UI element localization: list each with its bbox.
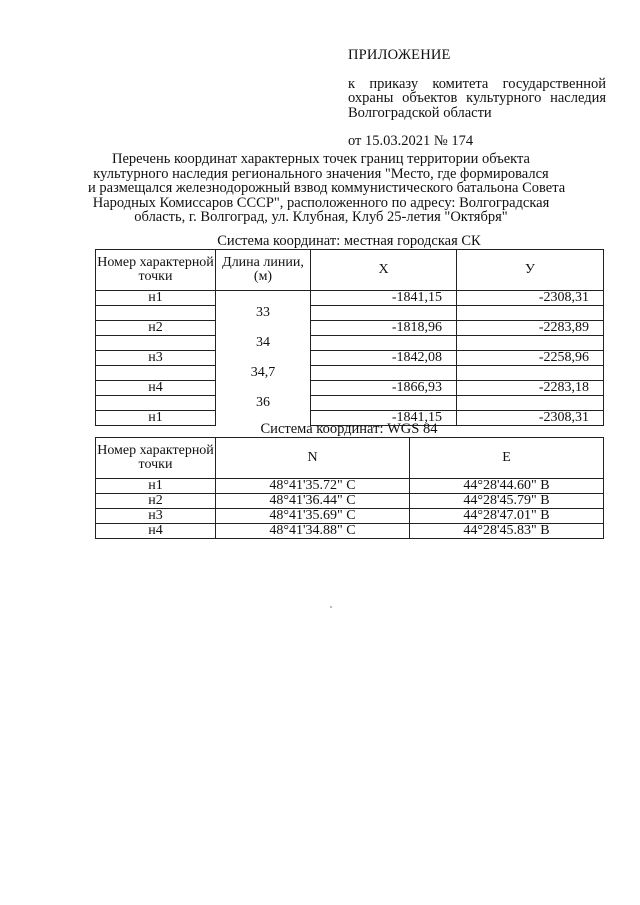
longitude: 44°28'45.79" В [410, 494, 604, 509]
point-name: н4 [96, 381, 216, 396]
point-name: н3 [96, 351, 216, 366]
title-line: Народных Комиссаров СССР", расположенного по адресу: Волгоградская [92, 194, 550, 211]
title-line: культурного наследия регионального значения "Место, где формировался [93, 165, 549, 182]
point-name: н1 [96, 479, 216, 494]
point-x: -1841,15 [311, 411, 457, 426]
table-row [96, 321, 604, 336]
line-length: 36 [216, 396, 311, 411]
title-line: Перечень координат характерных точек границ территории объекта [112, 151, 530, 167]
appendix-block [348, 48, 606, 149]
header-point: Номер характерной точки [96, 438, 216, 479]
latitude: 48°41'35.72" С [216, 479, 410, 494]
latitude: 48°41'36.44" С [216, 494, 410, 509]
appendix-order-text: к приказу комитета государственной охраны объектов культурного наследия Волгоградской области [348, 75, 606, 121]
length-row [96, 306, 604, 321]
table-row [96, 494, 604, 509]
point-name: н2 [96, 321, 216, 336]
table-row [96, 479, 604, 494]
length-row [96, 336, 604, 351]
table-wgs-caption: Система координат: WGS 84 [260, 421, 438, 437]
point-name: н2 [96, 494, 216, 509]
header-e: E [410, 438, 604, 479]
scan-speck [330, 606, 332, 608]
table-row [96, 509, 604, 524]
table-row [96, 291, 604, 306]
table-row [96, 381, 604, 396]
point-y: -2308,31 [457, 291, 604, 306]
title-line: и размещался железнодорожный взвод коммунистического батальона Совета [88, 180, 566, 196]
point-x: -1841,15 [311, 291, 457, 306]
table-row [96, 351, 604, 366]
longitude: 44°28'45.83" В [410, 524, 604, 539]
table-row [96, 524, 604, 539]
point-y: -2283,89 [457, 321, 604, 336]
latitude: 48°41'35.69" С [216, 509, 410, 524]
table-local-caption: Система координат: местная городская СК [217, 233, 481, 249]
line-length: 34,7 [216, 366, 311, 381]
latitude: 48°41'34.88" С [216, 524, 410, 539]
point-x: -1866,93 [311, 381, 457, 396]
header-length: Длина линии, (м) [216, 250, 311, 291]
line-length: 33 [216, 306, 311, 321]
point-name: н3 [96, 509, 216, 524]
line-length: 34 [216, 336, 311, 351]
wgs-coordinates-table [95, 437, 604, 539]
title-line: область, г. Волгоград, ул. Клубная, Клуб 25-летия "Октября" [134, 209, 508, 225]
longitude: 44°28'44.60" В [410, 479, 604, 494]
point-y: -2258,96 [457, 351, 604, 366]
point-name: н1 [96, 291, 216, 306]
point-name: н1 [96, 411, 216, 426]
header-point: Номер характерной точки [96, 250, 216, 291]
table-header-row [96, 438, 604, 479]
point-y: -2308,31 [457, 411, 604, 426]
header-y: У [457, 250, 604, 291]
appendix-date-line: от 15.03.2021 № 174 [348, 133, 474, 149]
length-row [96, 396, 604, 411]
point-x: -1818,96 [311, 321, 457, 336]
length-row [96, 366, 604, 381]
local-coordinates-table [95, 249, 604, 426]
header-n: N [216, 438, 410, 479]
table-header-row [96, 250, 604, 291]
point-name: н4 [96, 524, 216, 539]
document-title [88, 151, 566, 225]
appendix-heading: ПРИЛОЖЕНИЕ [348, 47, 451, 63]
longitude: 44°28'47.01" В [410, 509, 604, 524]
point-x: -1842,08 [311, 351, 457, 366]
header-x: X [311, 250, 457, 291]
point-y: -2283,18 [457, 381, 604, 396]
